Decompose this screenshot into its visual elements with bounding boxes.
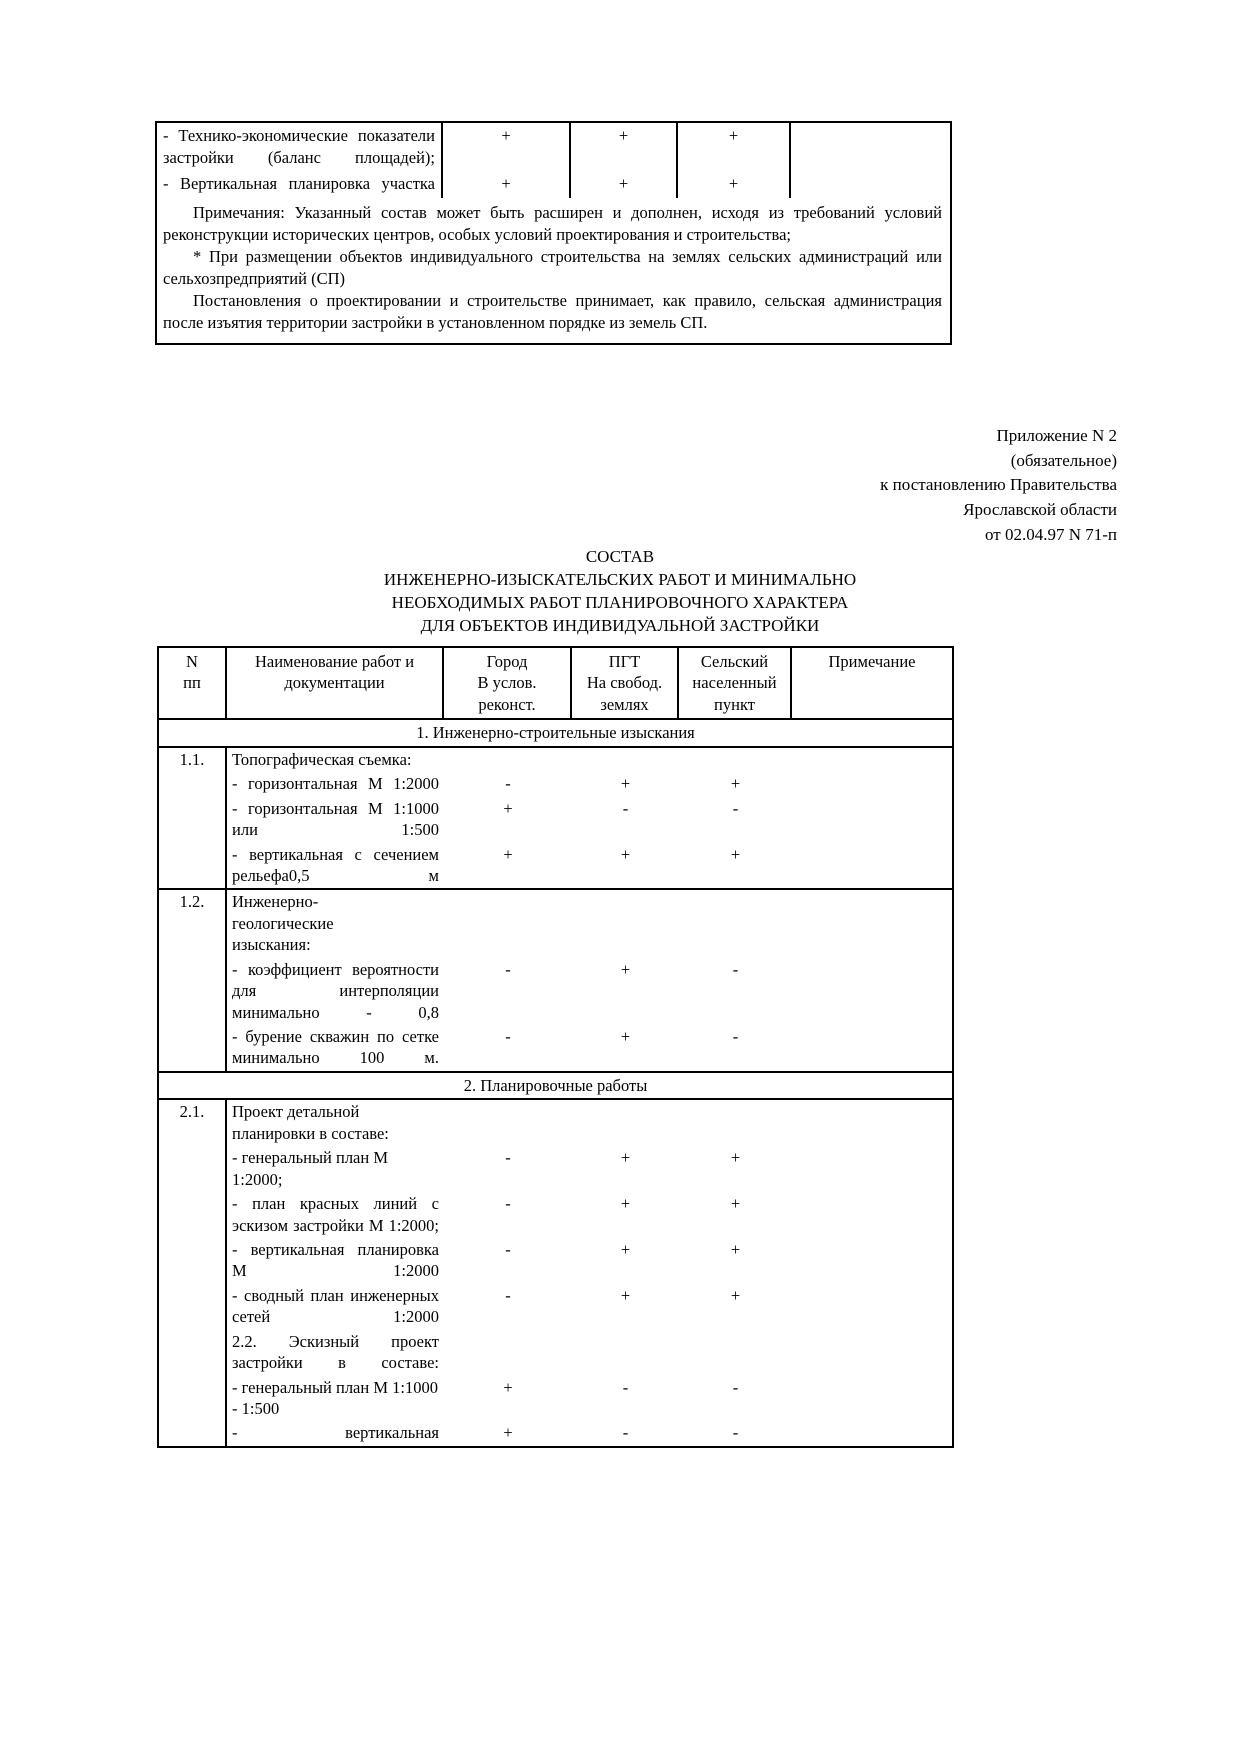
rural-mark (679, 1100, 792, 1146)
work-item: - горизонтальная М 1:2000 (232, 774, 439, 794)
table-row (158, 1099, 953, 1447)
note-cell (792, 772, 954, 796)
row-number: 1.1. (158, 747, 226, 890)
subrow (227, 1238, 954, 1284)
pgt-mark: + (620, 1148, 631, 1168)
title-line-3: НЕОБХОДИМЫХ РАБОТ ПЛАНИРОВОЧНОГО ХАРАКТЕРА (391, 593, 849, 613)
header-note-line1: Примечание (828, 652, 916, 671)
continued-table (157, 123, 950, 198)
row-number: 1.2. (158, 889, 226, 1072)
city-mark (444, 1100, 572, 1146)
page-title (0, 545, 1240, 637)
main-table-container (157, 646, 952, 1448)
section-title-1: 1. Инженерно-строительные изыскания (158, 719, 953, 746)
header-city-line3: реконст. (478, 694, 536, 714)
pgt-mark: + (620, 1285, 631, 1305)
work-title (227, 1330, 444, 1376)
work-title-line: Инженерно- (232, 892, 319, 912)
rural-mark (679, 890, 792, 957)
subrow (227, 958, 954, 1025)
note-cell (792, 797, 954, 843)
rural-mark (679, 748, 792, 772)
rural-mark-cell: + (677, 123, 790, 171)
pgt-mark: + (620, 959, 631, 979)
section-row-2 (158, 1072, 953, 1099)
city-mark: - (505, 1148, 511, 1168)
header-city (443, 647, 571, 719)
city-mark: - (505, 1285, 511, 1305)
note-cell (792, 1376, 954, 1422)
header-pgt (571, 647, 678, 719)
pgt-mark (572, 1100, 679, 1146)
subrow (227, 797, 954, 843)
pgt-mark: + (620, 1194, 631, 1214)
pgt-mark (572, 890, 679, 957)
pgt-mark-cell: + (570, 123, 677, 171)
note-cell (792, 1238, 954, 1284)
note-cell (792, 1192, 954, 1238)
subrow (227, 1284, 954, 1330)
work-title-line: изыскания: (232, 935, 311, 955)
row-number: 2.1. (158, 1099, 226, 1447)
rural-mark: + (730, 1285, 741, 1305)
header-rural (678, 647, 791, 719)
work-item: - коэффициент вероятности для интерполяции минимально - 0,8 (232, 959, 439, 1022)
header-num-line2: пп (183, 673, 201, 693)
city-mark-cell: + (442, 171, 570, 198)
rural-mark: + (730, 1239, 741, 1259)
city-mark (444, 890, 572, 957)
note-cell (792, 1330, 954, 1376)
pgt-mark: + (620, 844, 631, 864)
works-table (157, 646, 954, 1448)
rural-mark-cell: + (677, 171, 790, 198)
subrow (227, 748, 954, 772)
appendix-reference-line1: к постановлению Правительства (880, 475, 1117, 495)
header-pgt-line3: землях (600, 694, 649, 714)
work-item: - вертикальная (232, 1423, 439, 1443)
header-work-line1: Наименование работ и (254, 652, 415, 671)
pgt-mark-cell: + (570, 171, 677, 198)
work-item: - горизонтальная М 1:1000 или 1:500 (232, 798, 439, 840)
city-mark-cell: + (442, 123, 570, 171)
note-cell (792, 1100, 954, 1146)
row-content-2-1 (226, 1099, 953, 1447)
work-title-line: планировки в составе: (232, 1123, 389, 1143)
rural-mark: - (732, 1377, 739, 1397)
subrow (227, 1330, 954, 1376)
subrow (227, 1146, 954, 1192)
pgt-mark: + (620, 1239, 631, 1259)
note-cell (792, 1284, 954, 1330)
table-row (157, 171, 950, 198)
notes-section (157, 198, 950, 344)
header-pgt-line2: На свобод. (586, 673, 663, 693)
note-paragraph: Постановления о проектировании и строительстве принимает, как правило, сельская администрация после изъятия территории застройки в установленном порядке из земель СП. (163, 290, 942, 332)
header-city-line2: В услов. (477, 673, 537, 693)
work-title (227, 890, 444, 957)
note-cell (792, 1146, 954, 1192)
work-title: Топографическая съемка: (232, 749, 412, 769)
header-rural-line1: Сельский (700, 652, 769, 671)
title-line-4: ДЛЯ ОБЪЕКТОВ ИНДИВИДУАЛЬНОЙ ЗАСТРОЙКИ (420, 616, 820, 636)
subrow (227, 1025, 954, 1071)
work-name-cell: - Технико-экономические показатели застройки (баланс площадей); (157, 123, 442, 171)
work-name-cell: - Вертикальная планировка участка (157, 171, 442, 198)
rural-mark: - (732, 798, 739, 818)
pgt-mark (572, 1330, 679, 1376)
city-mark: + (503, 1423, 513, 1443)
row-content-1-1 (226, 747, 953, 890)
section-title-2: 2. Планировочные работы (158, 1072, 953, 1099)
pgt-mark: - (622, 798, 629, 818)
section-row-1 (158, 719, 953, 746)
city-mark: + (503, 798, 513, 818)
work-title-line: застройки в составе: (232, 1353, 439, 1373)
work-title-line: 2.2. Эскизный проект (232, 1331, 439, 1351)
header-pgt-line1: ПГТ (608, 652, 641, 671)
subrow (227, 772, 954, 796)
subrow (227, 1100, 954, 1146)
pgt-mark: - (622, 1377, 629, 1397)
note-cell (792, 890, 954, 957)
city-mark: - (505, 1194, 511, 1214)
work-item: - генеральный план М 1:2000; (232, 1148, 389, 1189)
note-cell (790, 171, 950, 198)
header-city-line1: Город (486, 652, 528, 671)
table-row (158, 747, 953, 890)
work-item: - вертикальная планировка М 1:2000 (232, 1239, 439, 1281)
work-item: - план красных линий с эскизом застройки М 1:2000; (232, 1194, 439, 1235)
city-mark: + (503, 1377, 513, 1397)
work-title-line: геологические (232, 913, 334, 933)
rural-mark: + (730, 1148, 741, 1168)
subrow (227, 1192, 954, 1238)
note-cell (792, 1421, 954, 1445)
pgt-mark (572, 748, 679, 772)
city-mark: - (505, 959, 511, 979)
note-cell (792, 843, 954, 889)
subrow (227, 890, 954, 957)
note-cell (792, 748, 954, 772)
city-mark: - (505, 774, 511, 794)
table-row (157, 123, 950, 171)
rural-mark: - (732, 959, 739, 979)
note-paragraph: Примечания: Указанный состав может быть расширен и дополнен, исходя из требований условий реконструкции исторических центров, особых условий проектирования и строительства; (163, 202, 942, 244)
note-paragraph: * При размещении объектов индивидуального строительства на землях сельских администраций или сельхозпредприятий (СП) (163, 246, 942, 288)
subrow (227, 843, 954, 889)
table-row (158, 889, 953, 1072)
header-rural-line2: населенный (692, 673, 777, 693)
appendix-number: Приложение N 2 (996, 426, 1117, 445)
note-cell (792, 1025, 954, 1071)
city-mark (444, 748, 572, 772)
note-cell (790, 123, 950, 171)
work-item: - генеральный план М 1:1000 - 1:500 (232, 1377, 438, 1418)
city-mark: - (505, 1027, 511, 1046)
subrow (227, 1421, 954, 1445)
header-note (791, 647, 953, 719)
row-content-1-2 (226, 889, 953, 1072)
header-num-line1: N (186, 652, 198, 671)
work-item: - бурение скважин по сетке минимально 100 м. (232, 1027, 439, 1068)
work-title-line: Проект детальной (232, 1102, 360, 1122)
rural-mark (679, 1330, 792, 1376)
subrow (227, 1376, 954, 1422)
pgt-mark: + (620, 774, 631, 794)
city-mark: + (503, 844, 513, 864)
header-work-line2: документации (284, 673, 385, 693)
appendix-header (0, 424, 1240, 547)
work-item: - сводный план инженерных сетей 1:2000 (232, 1285, 439, 1327)
pgt-mark: + (620, 1027, 631, 1046)
continued-table-box (155, 121, 952, 345)
header-work (226, 647, 443, 719)
table-header-row (158, 647, 953, 719)
rural-mark: + (730, 844, 741, 864)
rural-mark: - (732, 1027, 739, 1046)
rural-mark: + (730, 774, 741, 794)
appendix-reference-date: от 02.04.97 N 71-п (985, 524, 1117, 544)
appendix-obligatory: (обязательное) (1010, 450, 1117, 470)
pgt-mark: - (622, 1423, 629, 1443)
work-title (227, 1100, 444, 1146)
appendix-reference-line2: Ярославской области (963, 499, 1117, 519)
header-rural-line3: пункт (714, 694, 755, 714)
title-line-sostav: СОСТАВ (585, 547, 655, 566)
rural-mark: + (730, 1194, 741, 1214)
city-mark: - (505, 1239, 511, 1259)
work-item: - вертикальная с сечением рельефа0,5 м (232, 844, 439, 885)
rural-mark: - (732, 1423, 739, 1443)
header-num (158, 647, 226, 719)
note-cell (792, 958, 954, 1025)
city-mark (444, 1330, 572, 1376)
title-line-2: ИНЖЕНЕРНО-ИЗЫСКАТЕЛЬСКИХ РАБОТ И МИНИМАЛЬНО (383, 570, 857, 590)
